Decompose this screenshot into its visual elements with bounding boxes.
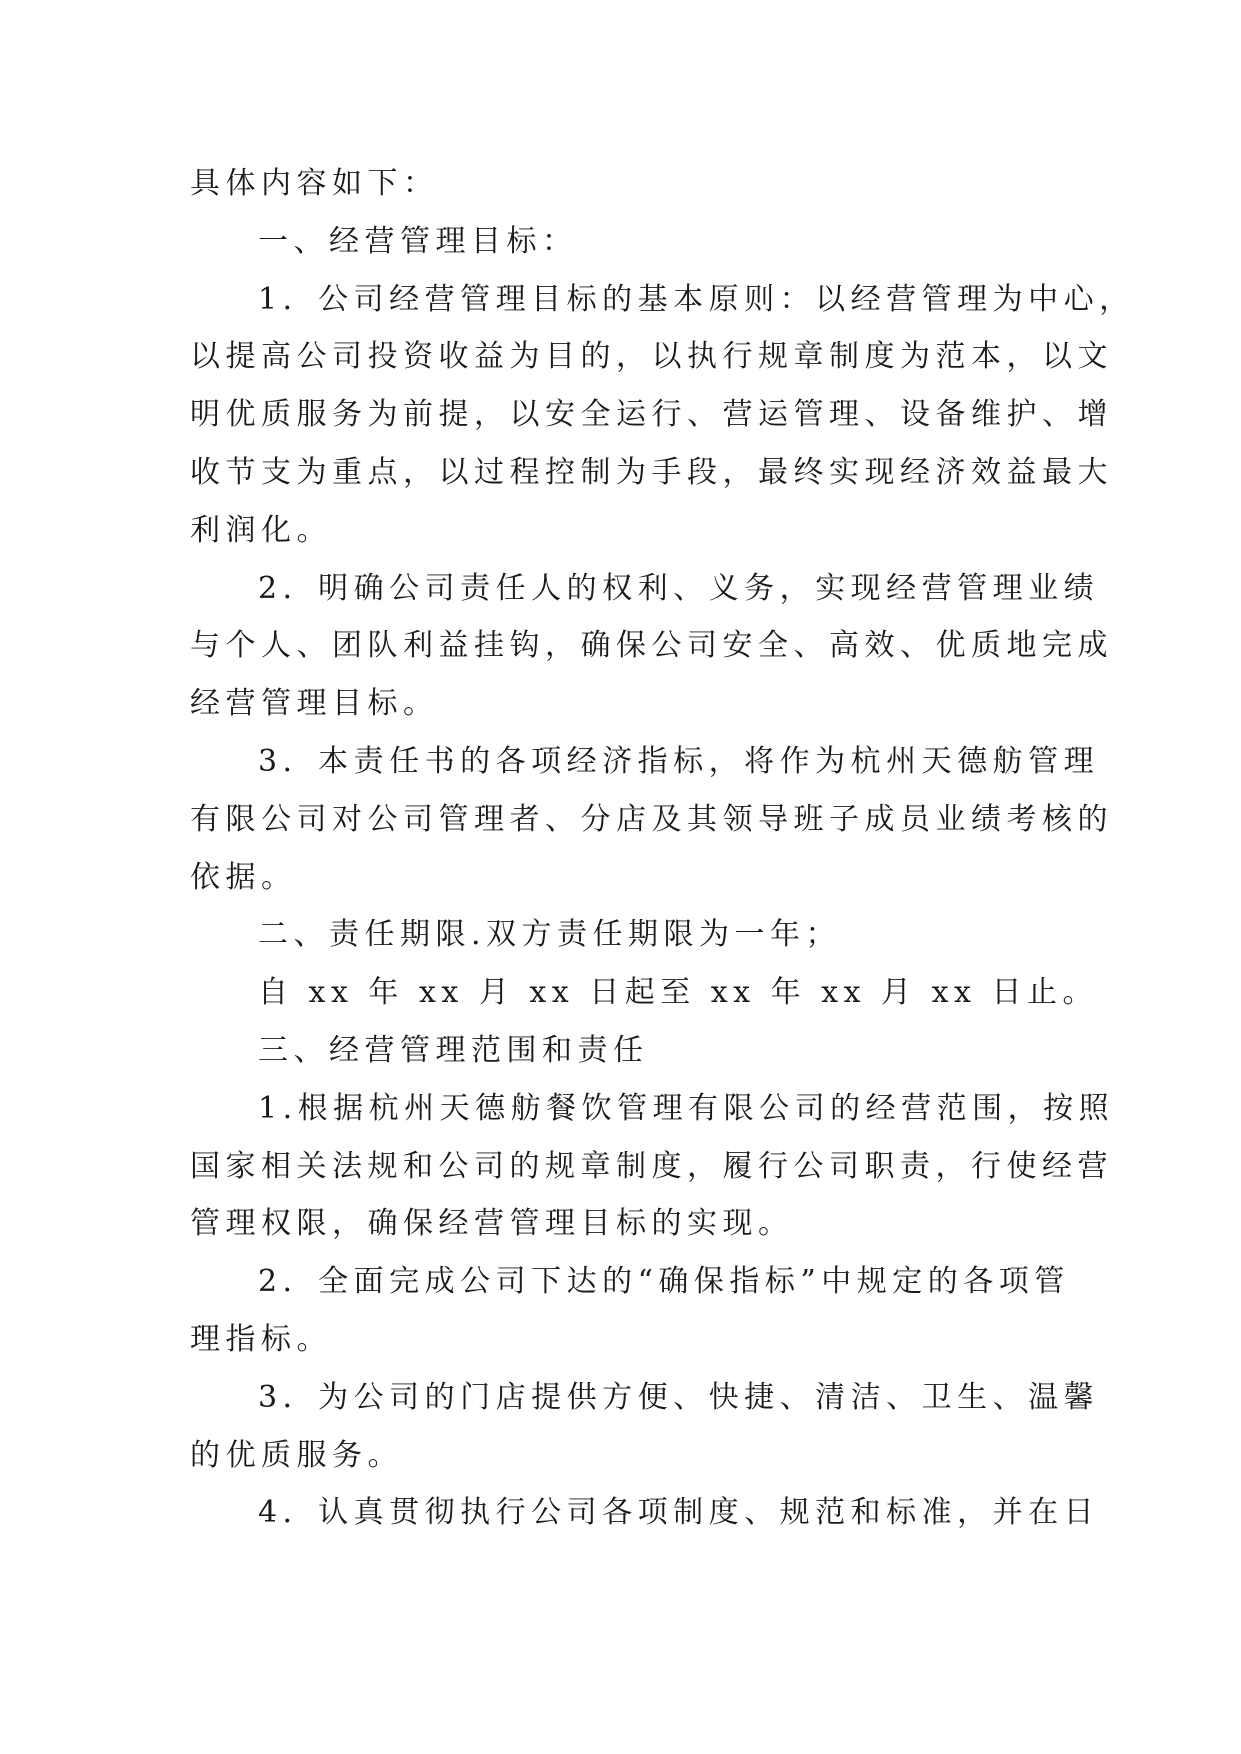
text-line: 利润化。	[190, 512, 332, 548]
text-line: 收节支为重点，以过程控制为手段，最终实现经济效益最大	[190, 454, 1113, 490]
text-line: 明优质服务为前提，以安全运行、营运管理、设备维护、增	[190, 397, 1113, 433]
text-line: 自 xx 年 xx 月 xx 日起至 xx 年 xx 月 xx 日止。	[258, 975, 1098, 1011]
text-line: 国家相关法规和公司的规章制度，履行公司职责，行使经营	[190, 1148, 1113, 1184]
text-line: 3．为公司的门店提供方便、快捷、清洁、卫生、温馨	[258, 1379, 1100, 1415]
text-line: 与个人、团队利益挂钩，确保公司安全、高效、优质地完成	[190, 628, 1113, 664]
text-line: 1.根据杭州天德舫餐饮管理有限公司的经营范围，按照	[258, 1090, 1115, 1126]
text-line: 具体内容如下：	[190, 166, 439, 201]
text-line: 4．认真贯彻执行公司各项制度、规范和标准，并在日	[258, 1495, 1100, 1531]
text-line: 3．本责任书的各项经济指标，将作为杭州天德舫管理	[258, 743, 1100, 779]
text-line: 2．明确公司责任人的权利、义务，实现经营管理业绩	[258, 570, 1100, 606]
text-line: 理指标。	[190, 1321, 332, 1357]
text-line: 以提高公司投资收益为目的，以执行规章制度为范本，以文	[190, 339, 1113, 375]
text-line: 依据。	[190, 859, 297, 895]
text-line: 经营管理目标。	[190, 686, 439, 722]
text-line: 有限公司对公司管理者、分店及其领导班子成员业绩考核的	[190, 801, 1113, 837]
text-line: 1．公司经营管理目标的基本原则：以经营管理为中心，	[258, 281, 1135, 317]
section-heading: 一、经营管理目标：	[258, 223, 578, 259]
text-line: 管理权限，确保经营管理目标的实现。	[190, 1206, 794, 1242]
document-body	[190, 155, 1135, 1542]
section-heading: 二、责任期限.双方责任期限为一年；	[258, 917, 842, 953]
text-line: 2．全面完成公司下达的“确保指标”中规定的各项管	[258, 1264, 1070, 1300]
text-line: 的优质服务。	[190, 1437, 403, 1473]
section-heading: 三、经营管理范围和责任	[258, 1032, 649, 1068]
